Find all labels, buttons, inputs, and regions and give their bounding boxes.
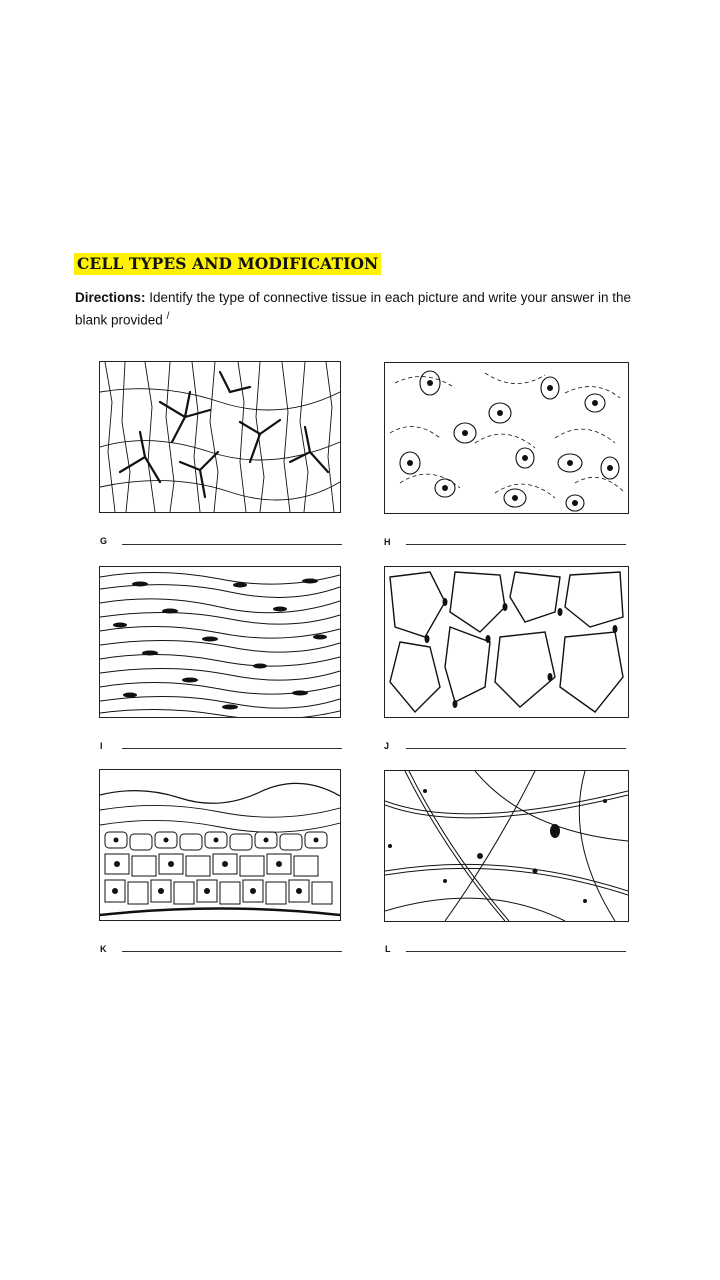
- label-i: I: [100, 741, 103, 751]
- directions-label: Directions:: [75, 290, 146, 305]
- tissue-image-h: [384, 362, 629, 514]
- answer-blank-h[interactable]: [406, 544, 626, 545]
- answer-blank-j[interactable]: [406, 748, 626, 749]
- directions-mark: /: [166, 311, 170, 322]
- directions-text: Identify the type of connective tissue in each picture and write your answer in the blank provided: [75, 290, 632, 328]
- label-j: J: [384, 741, 390, 751]
- answer-blank-l[interactable]: [406, 951, 626, 952]
- answer-blank-k[interactable]: [122, 951, 342, 952]
- answer-blank-i[interactable]: [122, 748, 342, 749]
- tissue-image-i: [99, 566, 341, 718]
- tissue-image-g: [99, 361, 341, 513]
- worksheet-title: CELL TYPES AND MODIFICATION: [74, 253, 381, 275]
- label-l: L: [385, 944, 391, 954]
- tissue-image-l: [384, 770, 629, 922]
- tissue-image-k: [99, 769, 341, 921]
- tissue-image-j: [384, 566, 629, 718]
- directions: [75, 288, 655, 330]
- label-k: K: [100, 944, 107, 954]
- label-g: G: [100, 536, 108, 546]
- answer-blank-g[interactable]: [122, 544, 342, 545]
- label-h: H: [384, 537, 391, 547]
